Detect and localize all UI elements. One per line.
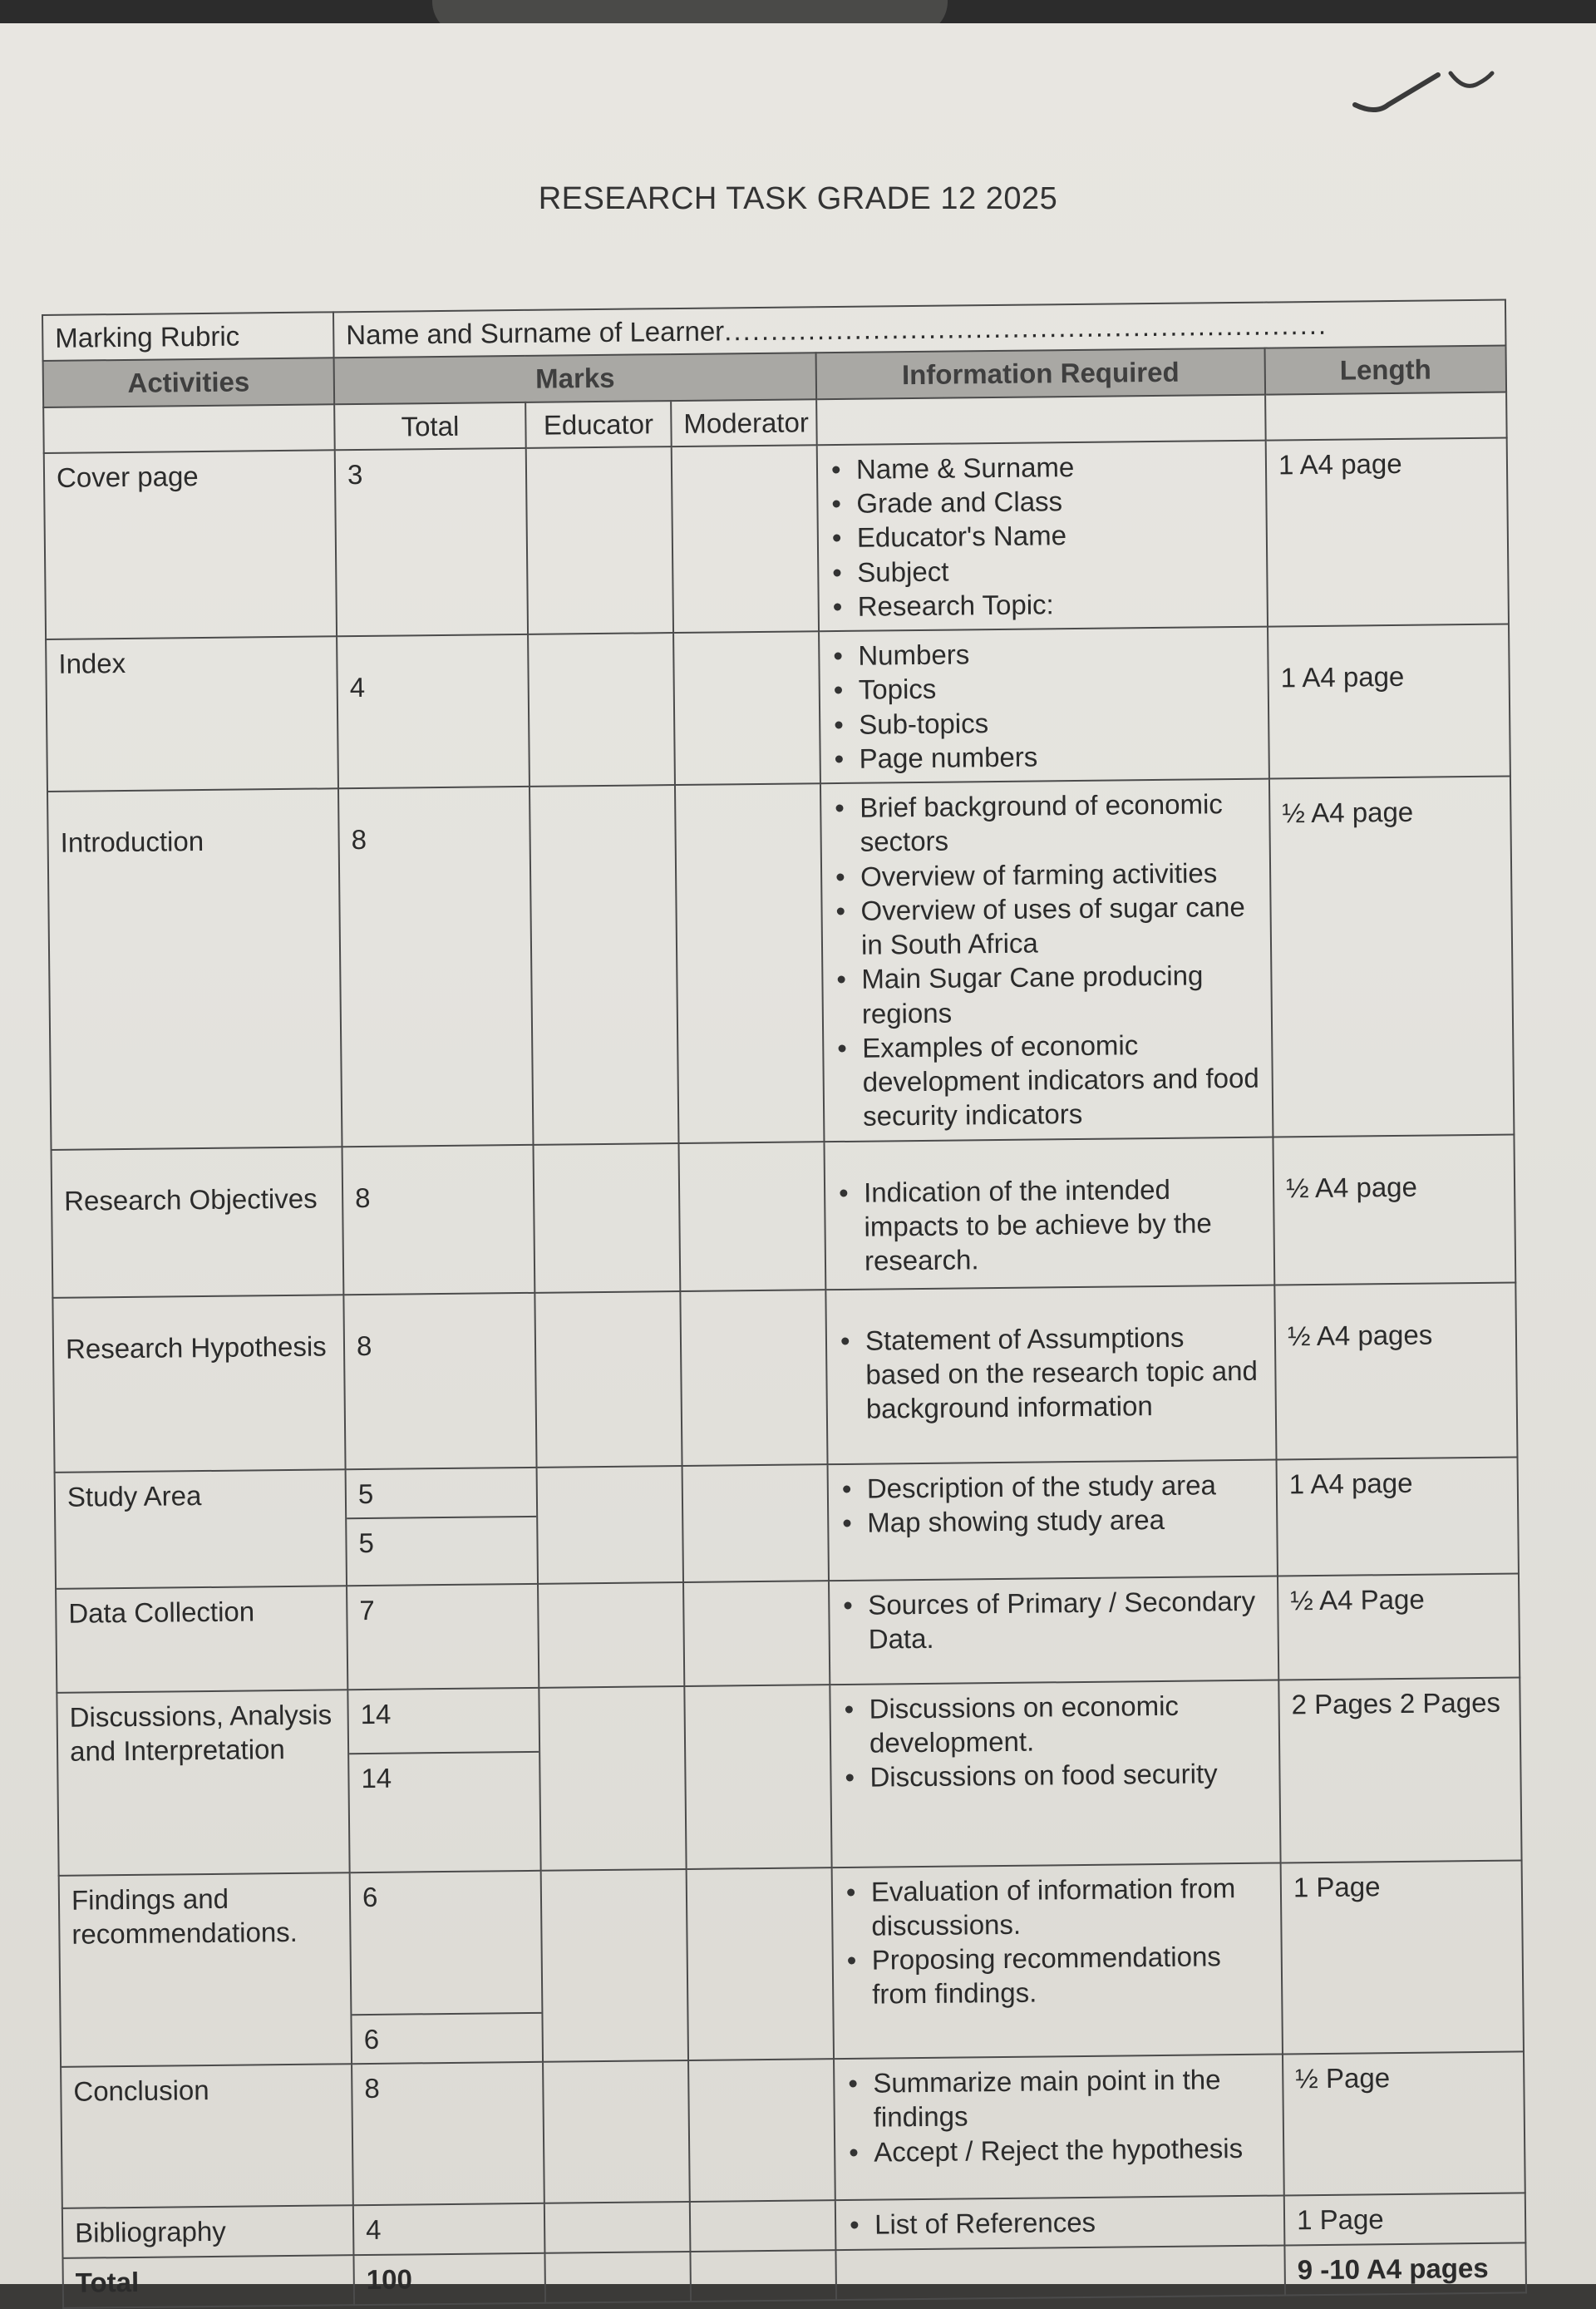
list-item: • Page numbers	[854, 737, 1256, 775]
activity-name: Introduction	[47, 788, 342, 1149]
total-mark: 8	[342, 1144, 534, 1294]
paper-sheet	[0, 23, 1596, 2298]
total-mark: 14	[360, 1698, 392, 1729]
header-length: Length	[1265, 346, 1507, 394]
moderator-mark-cell[interactable]	[673, 631, 820, 785]
table-row	[55, 1457, 1519, 1588]
learner-name-label: Name and Surname of Learner	[346, 315, 725, 351]
information-required	[830, 1680, 1280, 1867]
moderator-mark-cell[interactable]	[682, 1464, 829, 1582]
header-total: Total	[334, 402, 526, 450]
moderator-mark-cell[interactable]	[680, 1290, 827, 1466]
list-item: • Educator's Name	[852, 516, 1254, 555]
educator-mark-cell[interactable]	[539, 1685, 686, 1870]
list-item: • Sources of Primary / Secondary Data.	[863, 1583, 1266, 1656]
list-item: • Indication of the intended impacts to be achieve by the research.	[859, 1171, 1262, 1278]
list-item: • Examples of economic development indicators and food security indicators	[857, 1026, 1260, 1133]
header-empty-length	[1265, 392, 1507, 440]
list-item: • Research Topic:	[853, 585, 1255, 623]
total-mark: 3	[335, 448, 528, 637]
educator-mark-cell[interactable]	[526, 447, 673, 634]
moderator-mark-cell[interactable]	[672, 445, 819, 633]
list-item: • Main Sugar Cane producing regions	[856, 958, 1259, 1031]
total-mark: 8	[343, 1292, 536, 1468]
educator-mark-cell[interactable]	[534, 1291, 682, 1468]
table-row	[52, 1134, 1516, 1297]
information-required	[817, 440, 1268, 631]
list-item: • Proposing recommendations from findings.	[867, 1939, 1270, 2012]
educator-mark-cell[interactable]	[543, 2060, 690, 2203]
total-mark-cell	[346, 1467, 538, 1585]
information-required	[832, 1862, 1283, 2059]
header-activities: Activities	[43, 358, 335, 407]
activity-name: Findings and recommendations.	[59, 1872, 352, 2067]
total-mark: 8	[338, 787, 533, 1147]
list-item: • Grade and Class	[851, 482, 1254, 521]
total-label: Total	[62, 2255, 354, 2308]
tick-mark-icon	[1338, 57, 1505, 123]
length: 2 Pages 2 Pages	[1278, 1677, 1521, 1862]
table-row	[52, 1282, 1517, 1472]
length: ½ A4 pages	[1274, 1282, 1517, 1459]
total-mark: 7	[347, 1583, 539, 1689]
page-title: RESEARCH TASK GRADE 12 2025	[538, 181, 1058, 216]
moderator-total-cell[interactable]	[690, 2250, 836, 2302]
total-mark: 6	[352, 2012, 542, 2057]
total-mark: 4	[337, 634, 530, 788]
educator-mark-cell[interactable]	[544, 2202, 691, 2253]
list-item: • Summarize main point in the findings	[868, 2062, 1271, 2135]
activity-name: Research Objectives	[52, 1147, 344, 1298]
moderator-mark-cell[interactable]	[687, 1867, 834, 2060]
length: 1 A4 page	[1268, 624, 1510, 779]
educator-mark-cell[interactable]	[533, 1143, 680, 1293]
activity-name: Data Collection	[56, 1586, 347, 1693]
total-mark: 8	[352, 2062, 544, 2205]
table-row	[47, 777, 1514, 1150]
total-info-empty	[835, 2245, 1285, 2300]
header-empty	[43, 404, 335, 453]
moderator-mark-cell[interactable]	[683, 1581, 830, 1686]
total-mark-cell	[347, 1687, 540, 1872]
moderator-mark-cell[interactable]	[678, 1142, 825, 1291]
list-item: • Overview of farming activities	[855, 855, 1258, 893]
table-row	[44, 437, 1509, 639]
length: 1 Page	[1281, 1860, 1524, 2055]
educator-total-cell[interactable]	[544, 2252, 691, 2303]
length: 1 A4 page	[1266, 437, 1509, 626]
list-item: • Sub-topics	[854, 703, 1256, 741]
total-mark: 6	[362, 1881, 378, 1912]
information-required	[828, 1459, 1278, 1581]
activity-name: Conclusion	[61, 2064, 353, 2208]
total-length: 9 -10 A4 pages	[1284, 2242, 1526, 2295]
rubric-table-wrapper	[42, 299, 1525, 2309]
educator-mark-cell[interactable]	[537, 1466, 683, 1584]
list-item: • Discussions on economic development.	[864, 1687, 1267, 1760]
moderator-mark-cell[interactable]	[675, 783, 824, 1142]
total-value: 100	[353, 2253, 545, 2305]
educator-mark-cell[interactable]	[541, 1868, 688, 2061]
header-educator: Educator	[525, 401, 672, 448]
information-required	[825, 1285, 1276, 1464]
length: ½ A4 Page	[1278, 1573, 1520, 1680]
length: ½ A4 page	[1269, 777, 1515, 1137]
educator-mark-cell[interactable]	[528, 633, 675, 787]
length: 1 A4 page	[1277, 1457, 1519, 1576]
total-mark-cell	[350, 1870, 543, 2064]
moderator-mark-cell[interactable]	[688, 2059, 835, 2202]
list-item: • Name & Surname	[851, 447, 1254, 486]
header-moderator: Moderator	[671, 399, 817, 447]
table-row	[61, 2051, 1525, 2208]
activity-name: Cover page	[44, 450, 337, 639]
information-required	[820, 779, 1273, 1142]
header-empty-info	[816, 394, 1266, 445]
moderator-mark-cell[interactable]	[684, 1685, 831, 1869]
information-required	[834, 2054, 1284, 2200]
information-required	[829, 1576, 1278, 1685]
moderator-mark-cell[interactable]	[690, 2200, 836, 2252]
total-mark: 4	[353, 2203, 545, 2255]
table-row	[46, 624, 1510, 792]
table-row	[57, 1677, 1521, 1875]
educator-mark-cell[interactable]	[530, 785, 678, 1144]
list-item: • Map showing study area	[862, 1501, 1264, 1539]
total-mark: 5	[357, 1478, 374, 1509]
list-item: • Discussions on food security	[864, 1756, 1267, 1794]
list-item: • Numbers	[853, 634, 1255, 673]
activity-name: Research Hypothesis	[52, 1295, 345, 1473]
list-item: • Statement of Assumptions based on the research topic and background information	[860, 1319, 1264, 1426]
list-item: • Subject	[852, 550, 1254, 589]
educator-mark-cell[interactable]	[538, 1581, 684, 1687]
information-required	[819, 627, 1269, 784]
list-item: • List of References	[869, 2203, 1272, 2242]
list-item: • Brief background of economic sectors	[855, 787, 1258, 860]
header-information: Information Required	[816, 348, 1266, 399]
list-item: • Evaluation of information from discussions.	[866, 1870, 1269, 1943]
length: ½ A4 page	[1273, 1134, 1515, 1285]
table-row	[56, 1573, 1520, 1692]
list-item: • Overview of uses of sugar cane in South Africa	[855, 889, 1259, 962]
information-required	[824, 1137, 1274, 1290]
length: 1 Page	[1284, 2193, 1526, 2245]
activity-name: Bibliography	[62, 2205, 354, 2258]
total-mark: 14	[349, 1751, 539, 1796]
list-item: • Topics	[854, 669, 1256, 707]
activity-name: Discussions, Analysis and Interpretation	[57, 1690, 349, 1876]
header-marks: Marks	[334, 353, 817, 403]
list-item: • Description of the study area	[862, 1467, 1264, 1505]
learner-name-dots: .................................................................	[723, 308, 1328, 347]
activity-name: Study Area	[55, 1469, 347, 1589]
total-mark: 5	[347, 1516, 537, 1561]
table-row	[59, 1860, 1524, 2067]
marking-rubric-table	[42, 299, 1527, 2309]
activity-name: Index	[46, 636, 338, 792]
length: ½ Page	[1283, 2051, 1525, 2195]
information-required	[835, 2195, 1285, 2250]
list-item: • Accept / Reject the hypothesis	[869, 2130, 1271, 2168]
rubric-label: Marking Rubric	[42, 312, 334, 361]
